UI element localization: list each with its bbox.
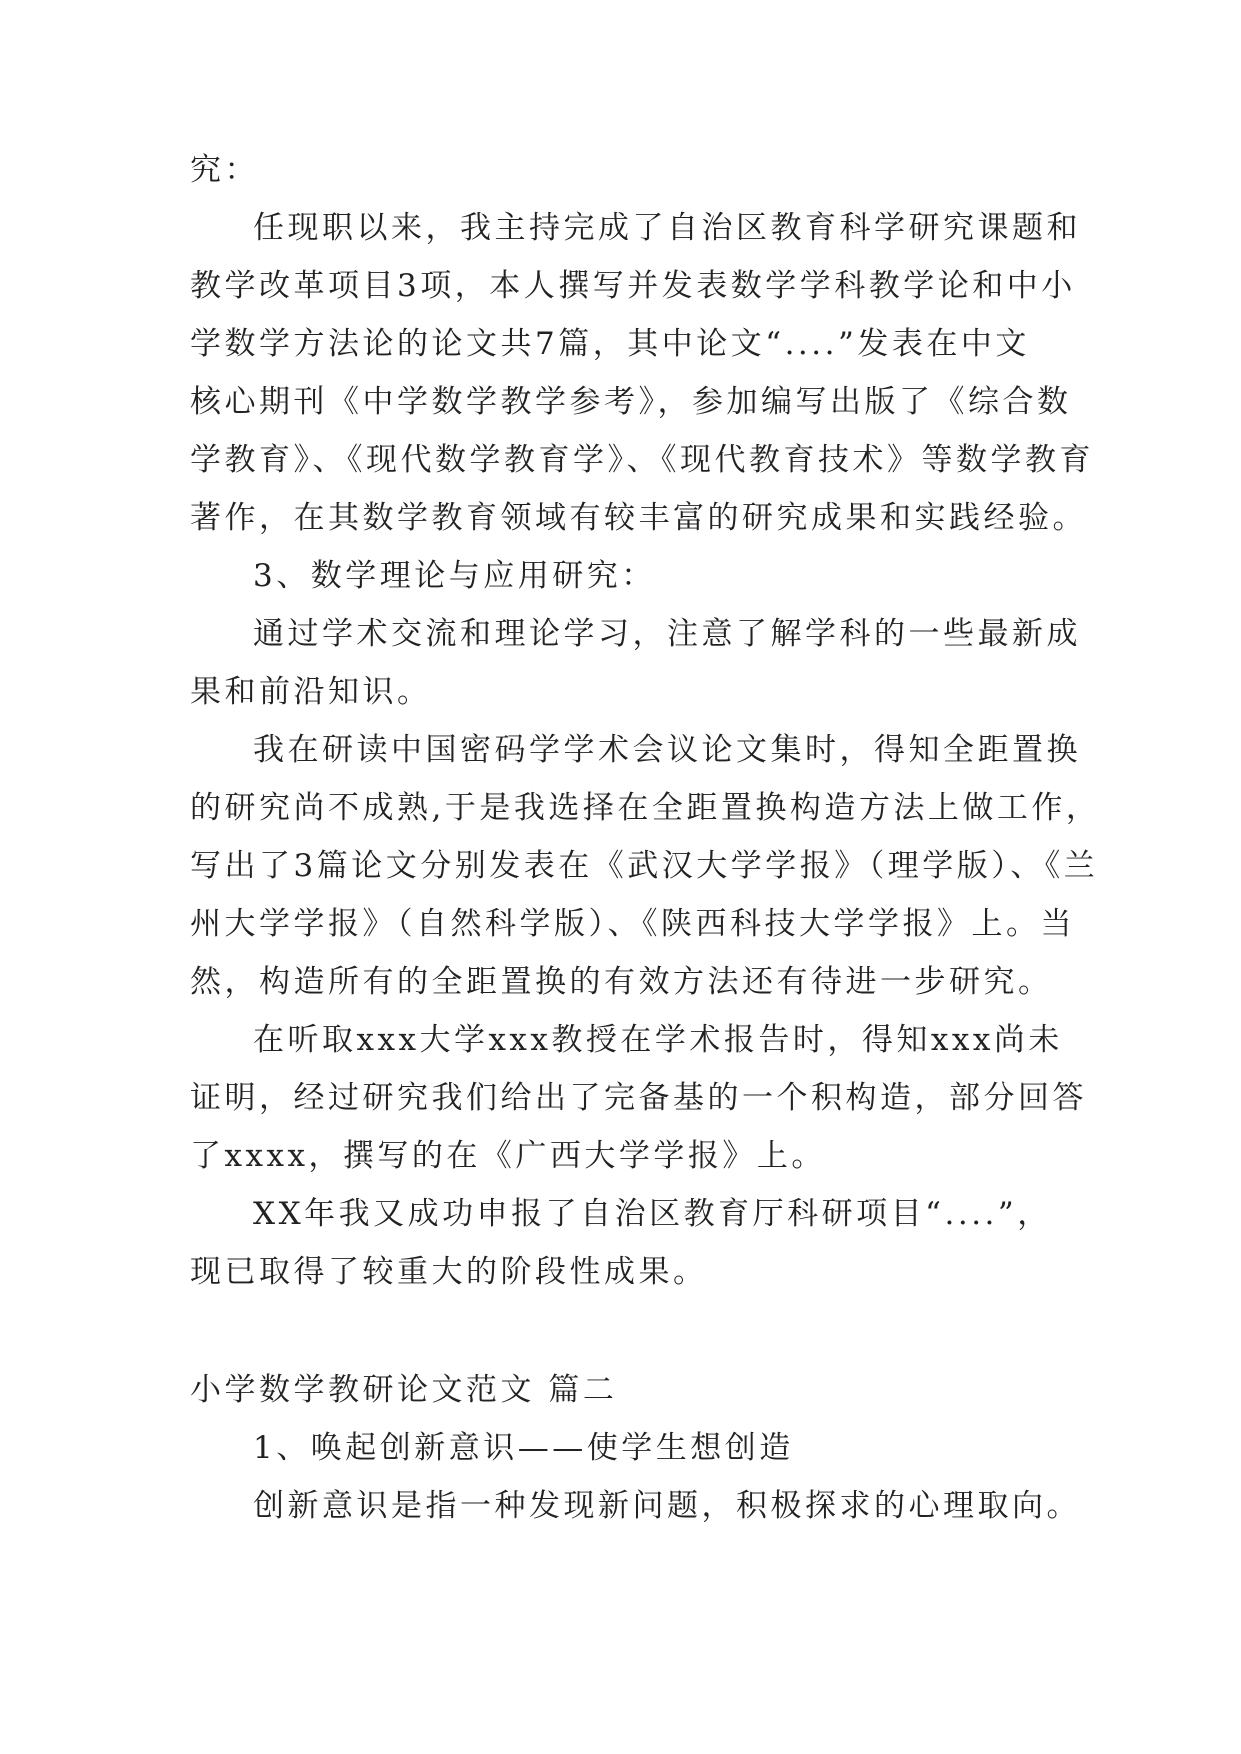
text-line-3: 教学改革项目3项，本人撰写并发表数学学科教学论和中小 bbox=[190, 268, 1076, 304]
text-line-10: 果和前沿知识。 bbox=[190, 674, 432, 710]
article-heading-part-two: 小学数学教研论文范文 篇二 bbox=[190, 1372, 618, 1408]
paragraph-academic-exchange: 通过学术交流和理论学习，注意了解学科的一些最新成 bbox=[253, 616, 1081, 652]
section-heading-innovation: 1、唤起创新意识——使学生想创造 bbox=[253, 1430, 794, 1466]
text-line-4: 学数学方法论的论文共7篇，其中论文“....”发表在中文 bbox=[190, 326, 1030, 362]
text-line-13: 写出了3篇论文分别发表在《武汉大学学报》（理学版）、《兰 bbox=[190, 848, 1099, 884]
text-line-14: 州大学学报》（自然科学版）、《陕西科技大学学报》上。当 bbox=[190, 906, 1075, 942]
text-line-7: 著作，在其数学教育领域有较丰富的研究成果和实践经验。 bbox=[190, 500, 1087, 536]
paragraph-academic-report: 在听取xxx大学xxx教授在学术报告时，得知xxx尚未 bbox=[253, 1022, 1063, 1058]
section-heading-theory: 3、数学理论与应用研究： bbox=[253, 558, 656, 594]
text-line-12: 的研究尚不成熟,于是我选择在全距置换构造方法上做工作， bbox=[190, 790, 1101, 826]
text-line-18: 了xxxx，撰写的在《广西大学学报》上。 bbox=[190, 1138, 826, 1174]
paragraph-cryptography: 我在研读中国密码学学术会议论文集时，得知全距置换 bbox=[253, 732, 1081, 768]
paragraph-research-projects: 任现职以来，我主持完成了自治区教育科学研究课题和 bbox=[253, 210, 1081, 246]
text-line-17: 证明，经过研究我们给出了完备基的一个积构造，部分回答 bbox=[190, 1080, 1087, 1116]
text-line-6: 学教育》、《现代数学教育学》、《现代教育技术》等数学教育 bbox=[190, 442, 1094, 478]
paragraph-research-grant: XX年我又成功申报了自治区教育厅科研项目“....”， bbox=[253, 1196, 1052, 1232]
text-line-20: 现已取得了较重大的阶段性成果。 bbox=[190, 1254, 708, 1290]
text-line-1: 究： bbox=[190, 152, 259, 188]
text-line-15: 然，构造所有的全距置换的有效方法还有待进一步研究。 bbox=[190, 964, 1053, 1000]
paragraph-innovation: 创新意识是指一种发现新问题，积极探求的心理取向。 bbox=[253, 1488, 1081, 1524]
text-line-5: 核心期刊《中学数学教学参考》，参加编写出版了《综合数 bbox=[190, 384, 1072, 420]
